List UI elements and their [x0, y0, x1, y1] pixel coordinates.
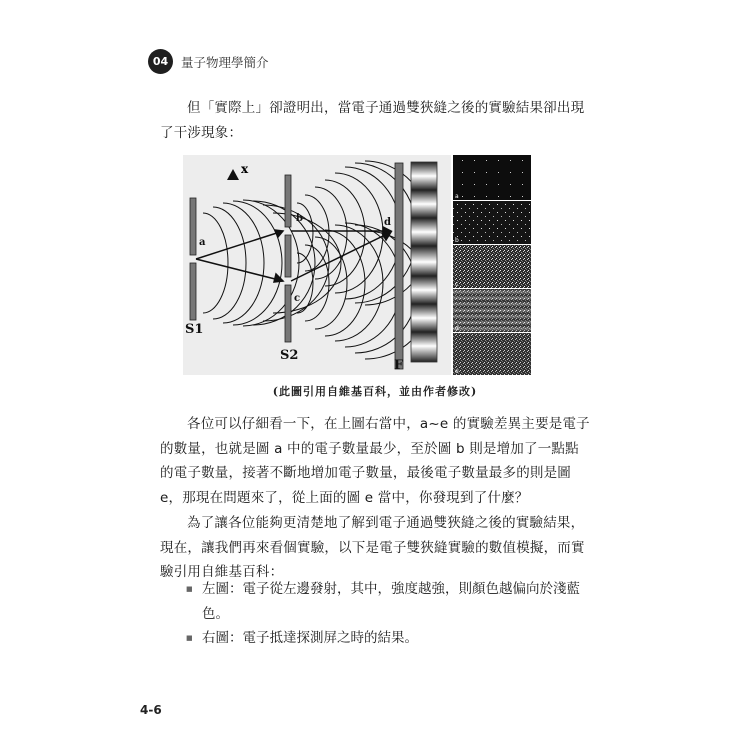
- panel-b: [453, 201, 531, 244]
- paragraph-intro: 但「實際上」卻證明出，當電子通過雙狹縫之後的實驗結果卻出現了干涉現象：: [160, 100, 585, 141]
- panel-label-e: e: [455, 368, 459, 375]
- panel-label-a: a: [455, 193, 459, 200]
- panel-c: [453, 245, 531, 288]
- panel-label-d: d: [455, 325, 459, 332]
- list-item: [186, 577, 596, 626]
- s2-barrier-middle: [285, 235, 291, 277]
- chapter-header: [148, 49, 269, 74]
- paragraph-observation: 各位可以仔細看一下，在上圖右當中，a~e 的實驗差異主要是電子的數量，也就是圖 a 中的電子數量最少，至於圖 b 則是增加了一點點的電子數量，接著不斷地增加電子數量，最後電子數量最多的則是圖 e，那現在問題來了，從上面的圖 e 當中，你發現到了什麼？: [160, 416, 590, 506]
- label-d: d: [384, 217, 391, 228]
- s1-barrier-top: [190, 198, 196, 255]
- electron-buildup-panels: [453, 155, 531, 375]
- s2-barrier-bottom: [285, 285, 291, 342]
- square-bullet-icon: ■: [186, 634, 193, 642]
- square-bullet-icon: ■: [186, 585, 193, 593]
- double-slit-diagram: [183, 155, 535, 375]
- figure-caption: (此圖引用自維基百科，並由作者修改): [272, 385, 478, 398]
- label-f: F: [394, 358, 404, 373]
- bullet-text-right-figure: 右圖：電子抵達探測屏之時的結果。: [202, 630, 418, 646]
- screen-f: [395, 163, 403, 369]
- label-x: x: [241, 162, 249, 176]
- panel-label-c: c: [455, 281, 459, 288]
- label-s2: S2: [280, 348, 299, 363]
- chapter-title: 量子物理學簡介: [181, 54, 269, 70]
- s1-barrier-bottom: [190, 263, 196, 320]
- label-s1: S1: [185, 322, 204, 337]
- label-a: a: [199, 237, 206, 248]
- panel-a: [453, 155, 531, 200]
- chapter-number-badge: 04: [148, 49, 173, 74]
- panel-label-b: b: [455, 237, 459, 244]
- label-c: c: [294, 293, 301, 304]
- bullet-list: [186, 577, 596, 651]
- s2-barrier-top: [285, 175, 291, 227]
- bullet-text-left-figure: 左圖：電子從左邊發射，其中，強度越強，則顏色越偏向於淺藍色。: [202, 581, 580, 622]
- paragraph-simulation: 為了讓各位能夠更清楚地了解到電子通過雙狹縫之後的實驗結果，現在，讓我們再來看個實驗，以下是電子雙狹縫實驗的數值模擬，而實驗引用自維基百科：: [160, 515, 585, 580]
- page-number: 4-6: [140, 703, 162, 717]
- interference-pattern: [411, 162, 437, 362]
- list-item: [186, 626, 596, 651]
- label-b: b: [296, 213, 303, 224]
- double-slit-figure: [183, 155, 535, 375]
